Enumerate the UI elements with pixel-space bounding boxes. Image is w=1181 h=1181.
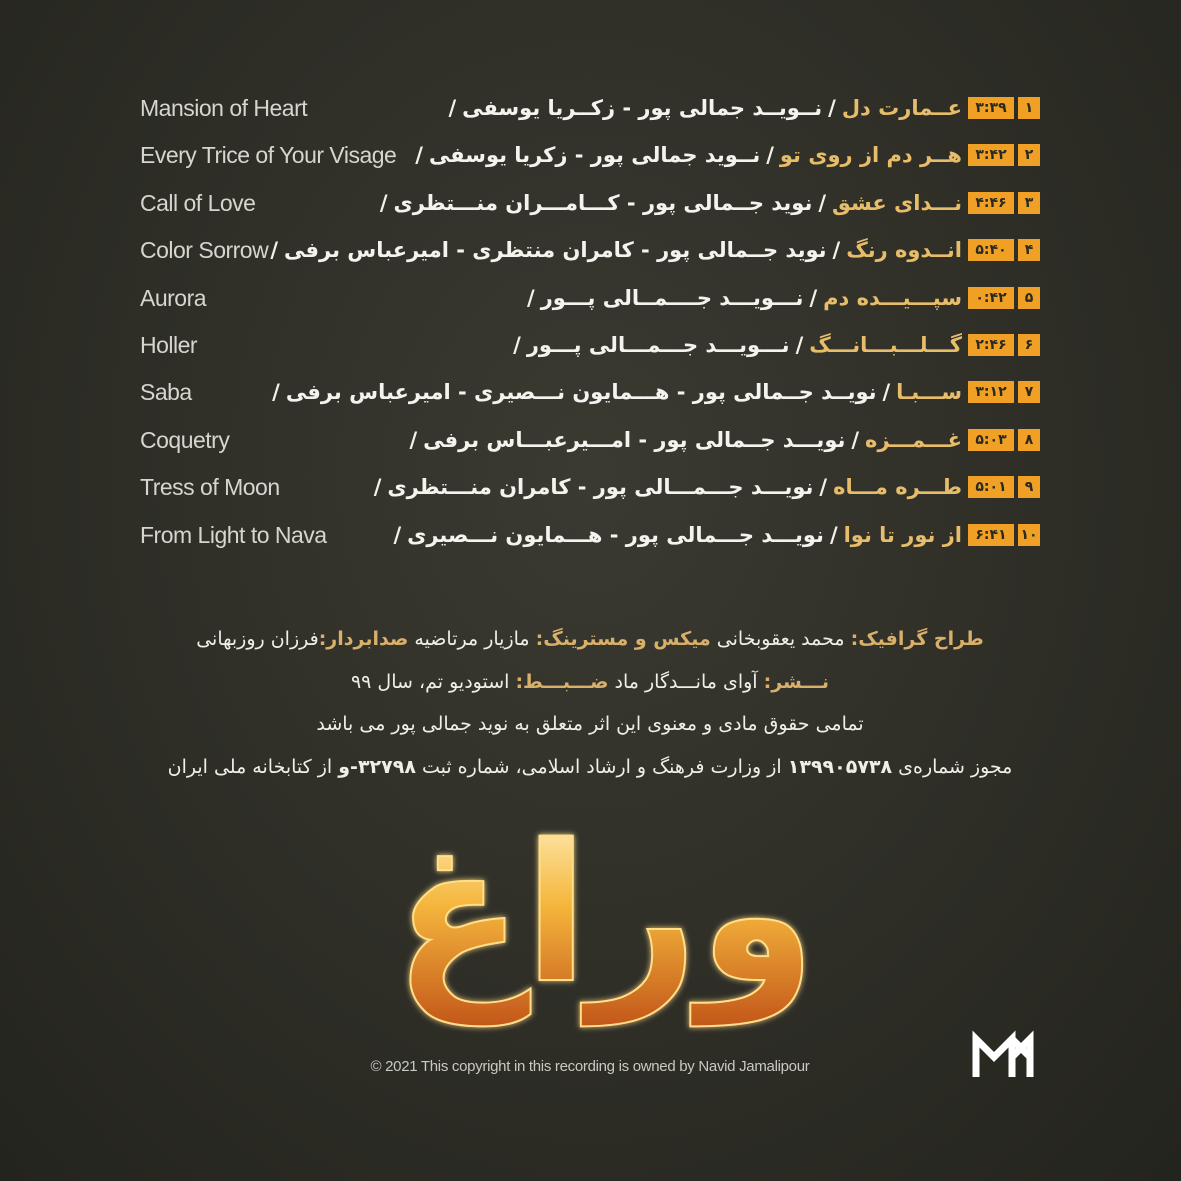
brand-mark-logo <box>972 1035 1042 1079</box>
track-title-fa: عــمارت دل <box>841 96 962 120</box>
track-duration-badge: ۵:۰۳ <box>968 429 1014 451</box>
mixing-value: مازیار مرتاضیه <box>414 628 530 650</box>
separator: / <box>270 238 279 263</box>
graphic-designer-label: طراح گرافیک: <box>850 628 984 650</box>
track-row <box>140 472 1040 502</box>
album-logo <box>393 790 817 1040</box>
track-title-fa-block <box>368 472 962 502</box>
separator: / <box>795 333 804 357</box>
track-title-en: Call of Love <box>140 189 256 216</box>
graphic-designer-value: محمد یعقوبخانی <box>716 628 845 650</box>
track-number-badge: ۲ <box>1018 144 1040 166</box>
track-duration-badge: ۶:۴۱ <box>968 524 1014 546</box>
track-title-en: Saba <box>140 379 192 406</box>
track-number-badge: ۶ <box>1018 334 1040 356</box>
track-title-fa: سپـــیـــده دم <box>823 285 962 310</box>
track-title-fa-block <box>507 330 962 360</box>
track-row <box>140 377 1040 407</box>
separator: / <box>818 190 827 215</box>
track-row <box>140 235 1040 265</box>
track-title-en: Mansion of Heart <box>140 95 308 121</box>
track-duration-badge: ۳:۳۹ <box>968 97 1014 119</box>
license-number: ۱۳۹۹۰۵۷۳۸ <box>787 756 893 778</box>
rights-statement: تمامی حقوق مادی و معنوی این اثر متعلق به نوید جمالی پور می باشد <box>316 713 864 735</box>
track-title-fa: طـــره مـــاه <box>833 475 962 500</box>
recording-value: استودیو تم، سال ۹۹ <box>350 671 510 693</box>
track-title-fa-block <box>387 520 962 550</box>
track-row <box>140 520 1040 550</box>
track-row <box>140 425 1040 455</box>
separator: / <box>527 285 535 310</box>
track-title-en: Tress of Moon <box>140 474 280 501</box>
separator: / <box>819 475 828 500</box>
separator: / <box>882 380 891 405</box>
track-credit: نویـــد جـــمـــالی پور - کامران منـــتظری <box>387 475 814 500</box>
track-title-fa-block <box>266 377 962 407</box>
separator: / <box>832 238 841 263</box>
credits-line-2 <box>100 671 1080 693</box>
separator: / <box>379 190 388 215</box>
registration-number: ۳۲۷۹۸-و <box>338 756 416 778</box>
track-credit: نوید جــمالی پور - کـــامـــران منـــتظری <box>393 190 813 215</box>
track-row <box>140 188 1040 218</box>
track-number-badge: ۱ <box>1018 97 1040 119</box>
track-title-en: From Light to Nava <box>140 521 327 548</box>
track-title-en: Aurora <box>140 284 207 311</box>
track-row <box>140 93 1040 123</box>
track-title-en: Holler <box>140 332 198 358</box>
track-duration-badge: ۵:۴۰ <box>968 239 1014 261</box>
track-credit: نـــویـــد جـــمـــالی پـــور <box>526 333 790 357</box>
track-duration-badge: ۴:۴۶ <box>968 192 1014 214</box>
track-title-fa-block <box>374 188 962 218</box>
mixing-label: میکس و مسترینگ: <box>535 628 711 650</box>
album-logo-text: وراغ <box>393 804 817 1025</box>
track-credit: نویــد جــمالی پور - هـــمایون نـــصیری - امیرعباس برفی <box>285 380 877 405</box>
track-title-en: Every Trice of Your Visage <box>140 142 397 169</box>
separator: / <box>415 143 423 168</box>
recordist-value: فرزان روزبهانی <box>196 628 319 650</box>
track-credit: نـــویـــد جــــمــالی پـــور <box>540 285 804 310</box>
track-duration-badge: ۵:۰۱ <box>968 476 1014 498</box>
track-title-fa: انــدوه رنگ <box>846 238 962 263</box>
recording-label: ضـــبـــط: <box>515 671 609 693</box>
publisher-label: نـــشر: <box>763 671 830 693</box>
publisher-value: آوای مانـــدگار ماد <box>614 671 758 693</box>
credits-line-1 <box>100 628 1080 650</box>
separator: / <box>373 475 382 500</box>
track-credit: نوید جــمالی پور - کامران منتظری - امیرعباس برفی <box>284 238 827 263</box>
track-number-badge: ۵ <box>1018 287 1040 309</box>
track-title-fa-block <box>403 425 962 455</box>
track-number-badge: ۴ <box>1018 239 1040 261</box>
track-title-fa: گـــلـــبـــانـــگ <box>809 333 962 357</box>
track-title-fa-block <box>409 140 962 170</box>
separator: / <box>809 285 818 310</box>
track-row <box>140 140 1040 170</box>
track-duration-badge: ۲:۴۶ <box>968 334 1014 356</box>
license-text-2: از وزارت فرهنگ و ارشاد اسلامی، شماره ثبت <box>421 756 782 778</box>
separator: / <box>393 522 402 547</box>
track-row <box>140 330 1040 360</box>
separator: / <box>409 427 418 452</box>
track-number-badge: ۷ <box>1018 381 1040 403</box>
separator: / <box>766 143 774 168</box>
track-number-badge: ۳ <box>1018 192 1040 214</box>
track-title-en: Coquetry <box>140 426 230 453</box>
track-title-fa: ســـبـا <box>896 380 962 405</box>
track-credit: نــویــد جمالی پور - زکــریا یوسفی <box>462 96 823 120</box>
track-title-fa-block <box>264 235 962 265</box>
track-credit: نــوید جمالی پور - زکریا یوسفی <box>428 143 761 168</box>
separator: / <box>828 96 836 120</box>
track-row <box>140 283 1040 313</box>
separator: / <box>513 333 521 357</box>
track-title-fa: هــر دم از روی تو <box>779 143 962 168</box>
track-title-fa-block <box>443 93 963 123</box>
license-text-3: از کتابخانه ملی ایران <box>167 756 333 778</box>
track-number-badge: ۸ <box>1018 429 1040 451</box>
separator: / <box>448 96 457 120</box>
separator: / <box>851 427 860 452</box>
separator: / <box>829 522 838 547</box>
track-credit: نویـــد جـــمالی پور - هـــمایون نـــصیری <box>407 522 824 547</box>
track-number-badge: ۱۰ <box>1018 524 1040 546</box>
license-line <box>100 756 1080 778</box>
track-title-fa: غـــمـــزه <box>865 427 962 452</box>
track-duration-badge: ۳:۴۲ <box>968 144 1014 166</box>
track-number-badge: ۹ <box>1018 476 1040 498</box>
license-text-1: مجوز شماره‌ی <box>898 756 1013 778</box>
track-title-fa: نـــدای عشق <box>832 190 962 215</box>
track-title-fa: از نور تا نوا <box>843 522 962 547</box>
track-credit: نویـــد جــمالی پور - امـــیرعبـــاس برفی <box>423 427 846 452</box>
track-title-fa-block <box>521 283 962 313</box>
track-duration-badge: ۳:۱۲ <box>968 381 1014 403</box>
track-title-en: Color Sorrow <box>140 237 269 264</box>
separator: / <box>272 380 280 405</box>
track-duration-badge: ۰:۴۲ <box>968 287 1014 309</box>
copyright-notice: © 2021 This copyright in this recording is owned by Navid Jamalipour <box>370 1058 810 1075</box>
recordist-label: صدابردار: <box>318 628 409 650</box>
